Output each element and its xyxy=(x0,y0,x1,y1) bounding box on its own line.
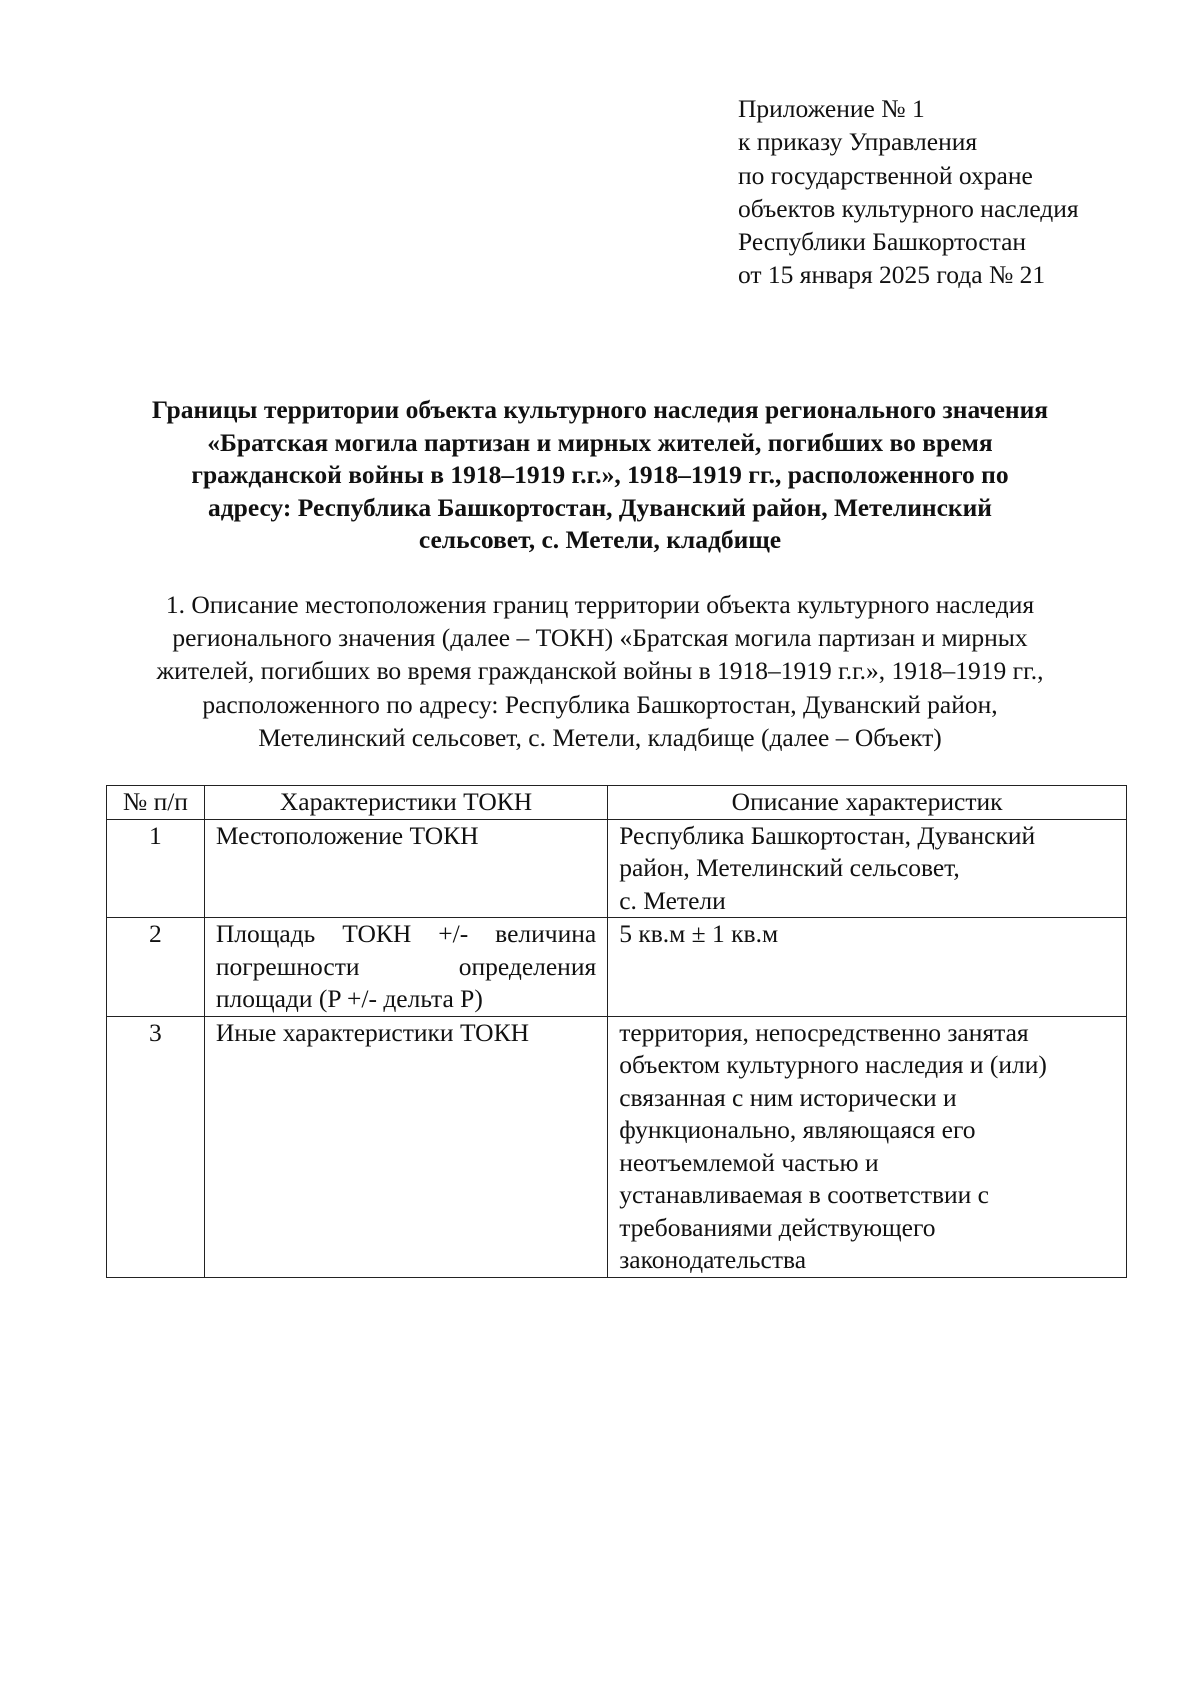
table-header-row xyxy=(107,786,1127,820)
appendix-line: к приказу Управления xyxy=(738,127,978,157)
row-number: 2 xyxy=(107,918,205,1017)
characteristics-table xyxy=(106,785,1127,1278)
row-characteristic: Местоположение ТОКН xyxy=(204,819,607,918)
description-line: неотъемлемой частью и xyxy=(619,1147,879,1177)
table-row xyxy=(107,918,1127,1017)
section-line: расположенного по адресу: Республика Башкортостан, Дуванский район, xyxy=(202,689,998,719)
table-row xyxy=(107,1016,1127,1277)
header-description: Описание характеристик xyxy=(608,786,1127,820)
title-line: Границы территории объекта культурного наследия регионального значения xyxy=(151,395,1049,424)
row-characteristic: Площадь ТОКН +/- величина погрешности определения площади (P +/- дельта P) xyxy=(204,918,607,1017)
description-line: район, Метелинский сельсовет, xyxy=(619,853,960,882)
row-number: 3 xyxy=(107,1016,205,1277)
section-line: регионального значения (далее – ТОКН) «Братская могила партизан и мирных xyxy=(172,623,1028,653)
appendix-line: по государственной охране xyxy=(738,160,1033,190)
table-row xyxy=(107,819,1127,918)
description-line: с. Метели xyxy=(619,885,726,915)
description-line: требованиями действующего xyxy=(619,1212,936,1242)
row-description xyxy=(608,819,1127,918)
appendix-line: Приложение № 1 xyxy=(738,94,925,123)
section-line: 1. Описание местоположения границ территории объекта культурного наследия xyxy=(165,590,1035,619)
appendix-line: от 15 января 2025 года № 21 xyxy=(738,260,1046,290)
description-line: территория, непосредственно занятая xyxy=(619,1017,1029,1047)
row-characteristic: Иные характеристики ТОКН xyxy=(204,1016,607,1277)
appendix-line: объектов культурного наследия xyxy=(738,193,1079,223)
section-1-heading xyxy=(100,588,1100,754)
title-line: гражданской войны в 1918–1919 г.г.», 1918–1919 гг., расположенного по xyxy=(191,460,1009,489)
row-number: 1 xyxy=(107,819,205,918)
title-line: адресу: Республика Башкортостан, Дуванский район, Метелинский xyxy=(207,492,992,522)
section-line: жителей, погибших во время гражданской войны в 1918–1919 г.г.», 1918–1919 гг., xyxy=(156,656,1044,686)
description-line: объектом культурного наследия и (или) xyxy=(619,1050,1047,1079)
header-number: № п/п xyxy=(107,786,205,820)
title-line: сельсовет, с. Метели, кладбище xyxy=(418,525,782,554)
description-line: функционально, являющаяся его xyxy=(619,1115,976,1144)
header-characteristic: Характеристики ТОКН xyxy=(204,786,607,820)
document-title xyxy=(100,394,1100,557)
description-line: устанавливаемая в соответствии с xyxy=(619,1180,990,1209)
title-line: «Братская могила партизан и мирных жителей, погибших во время xyxy=(207,427,993,457)
description-line: 5 кв.м ± 1 кв.м xyxy=(619,919,779,948)
row-description xyxy=(608,1016,1127,1277)
description-line: Республика Башкортостан, Дуванский xyxy=(619,820,1036,850)
description-line: законодательства xyxy=(619,1245,807,1274)
description-line: связанная с ним исторически и xyxy=(619,1082,957,1112)
section-line: Метелинский сельсовет, с. Метели, кладбище (далее – Объект) xyxy=(258,722,942,752)
appendix-line: Республики Башкортостан xyxy=(738,227,1027,257)
appendix-header xyxy=(738,92,1079,292)
row-description xyxy=(608,918,1127,1017)
